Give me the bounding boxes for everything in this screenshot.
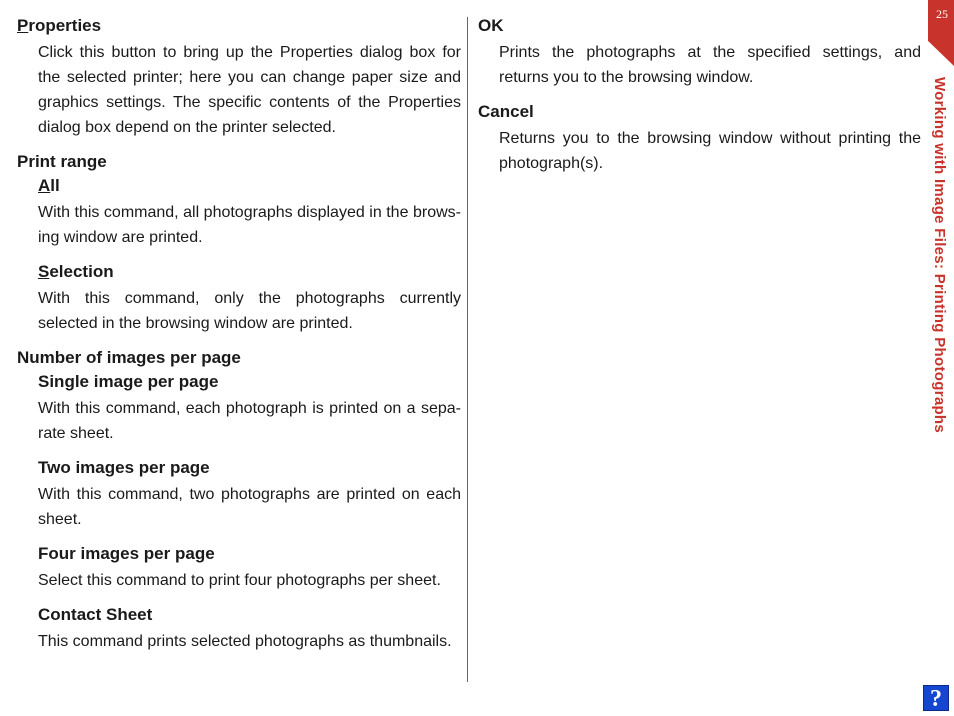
single-image-description: With this command, each photograph is printed on a separate sheet. [38,400,461,442]
ok-heading: OK [478,16,504,35]
page-number: 25 [936,7,948,21]
cancel-heading: Cancel [478,102,534,121]
selection-mnemonic: S [38,262,50,281]
contact-sheet-description: This command prints selected photographs as thumbnails. [38,633,452,650]
left-column [17,16,461,654]
single-image-heading: Single image per page [38,372,219,391]
selection-heading-rest: election [49,262,114,281]
all-description: With this command, all photographs displayed in the browsing window are printed. [38,204,461,246]
help-icon[interactable]: ? [923,685,949,711]
cancel-description: Returns you to the browsing window without printing the photograph(s). [499,130,921,172]
selection-description: With this command, only the photographs currently selected in the browsing window are printed. [38,290,461,332]
selection-heading [38,262,461,282]
four-images-description: Select this command to print four photographs per sheet. [38,572,441,589]
properties-heading-rest: roperties [28,16,102,35]
column-divider [467,17,468,682]
contact-sheet-heading: Contact Sheet [38,605,153,624]
all-mnemonic: A [38,176,51,195]
properties-heading [17,16,461,36]
four-images-heading: Four images per page [38,544,215,563]
ok-description: Prints the photographs at the specified settings, and returns you to the browsing window. [499,44,921,86]
chapter-title: Working with Image Files: Printing Photographs [931,77,948,434]
print-range-heading: Print range [17,152,107,171]
two-images-description: With this command, two photographs are printed on each sheet. [38,486,461,528]
properties-description: Click this button to bring up the Properties dialog box for the selected printer; here you can change paper size and graphics settings. The specific contents of the Properties dialog box depend on the printer selected. [38,44,461,136]
two-images-heading: Two images per page [38,458,210,477]
right-column [478,16,921,188]
all-heading-rest: ll [50,176,60,195]
properties-mnemonic: P [17,16,29,35]
all-heading [38,176,461,196]
images-per-page-heading: Number of images per page [17,348,241,367]
